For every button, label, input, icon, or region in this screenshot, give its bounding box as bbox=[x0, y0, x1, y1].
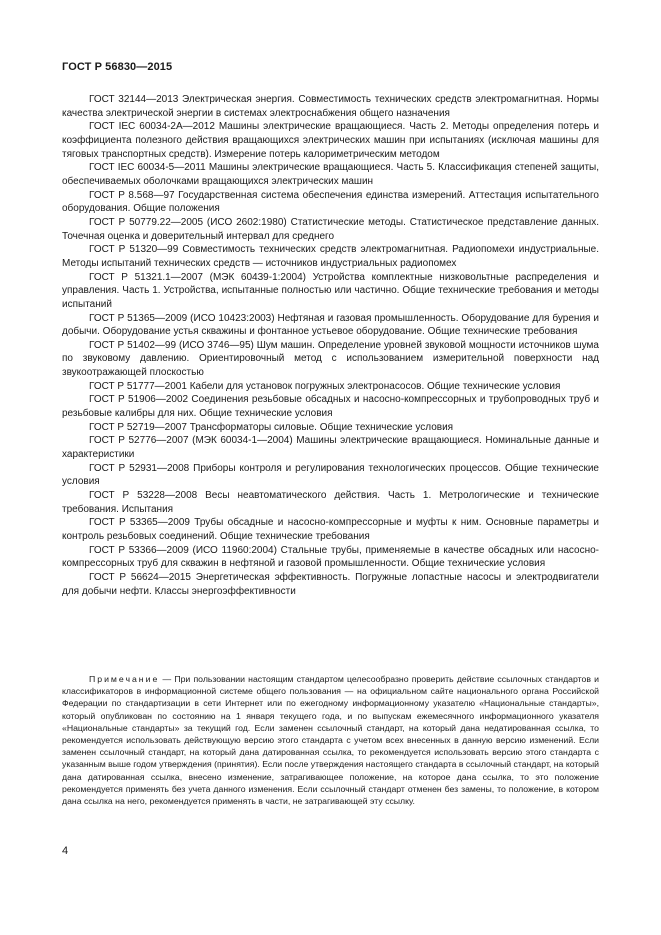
note-paragraph bbox=[62, 673, 599, 807]
note-label: Примечание bbox=[89, 674, 160, 684]
reference-item: ГОСТ Р 51321.1—2007 (МЭК 60439-1:2004) Устройства комплектные низковольтные распределения и управления. Часть 1. Устройства, испытанные полностью или частично. Общие технические требования и методы испытаний bbox=[62, 271, 599, 310]
reference-item: ГОСТ IEC 60034-5—2011 Машины электрические вращающиеся. Часть 5. Классификация степеней защиты, обеспечиваемых оболочками вращающихся электрических машин bbox=[62, 162, 599, 187]
reference-item: ГОСТ Р 50779.22—2005 (ИСО 2602:1980) Статистические методы. Статистическое представление данных. Точечная оценка и доверительный интервал для среднего bbox=[62, 216, 599, 242]
reference-item: ГОСТ Р 52719—2007 Трансформаторы силовые. Общие технические условия bbox=[89, 421, 454, 433]
reference-item: ГОСТ Р 52931—2008 Приборы контроля и регулирования технологических процессов. Общие технические условия bbox=[62, 462, 599, 488]
reference-item: ГОСТ Р 53365—2009 Трубы обсадные и насосно-компрессорные и муфты к ним. Основные параметры и контроль резьбовых соединений. Общие технические требования bbox=[62, 517, 599, 542]
reference-item: ГОСТ Р 52776—2007 (МЭК 60034-1—2004) Машины электрические вращающиеся. Номинальные данные и характеристики bbox=[62, 435, 599, 461]
reference-item: ГОСТ Р 8.568—97 Государственная система обеспечения единства измерений. Аттестация испытательного оборудования. Общие положения bbox=[62, 189, 599, 215]
reference-item: ГОСТ Р 56624—2015 Энергетическая эффективность. Погружные лопастные насосы и электродвигатели для добычи нефти. Классы энергоэффективности bbox=[62, 571, 599, 597]
reference-item: ГОСТ Р 51777—2001 Кабели для установок погружных электронасосов. Общие технические условия bbox=[89, 380, 561, 392]
normative-references bbox=[62, 93, 599, 598]
reference-item: ГОСТ Р 53366—2009 (ИСО 11960:2004) Стальные трубы, применяемые в качестве обсадных или насосно-компрессорных труб для скважин в нефтяной и газовой промышленности. Общие технические условия bbox=[62, 544, 599, 570]
reference-item: ГОСТ Р 51320—99 Совместимость технических средств электромагнитная. Радиопомехи индустриальные. Методы испытаний технических средств — источников индустриальных радиопомех bbox=[62, 244, 599, 269]
reference-item: ГОСТ 32144—2013 Электрическая энергия. Совместимость технических средств электромагнитная. Нормы качества электрической энергии в системах электроснабжения общего назначения bbox=[62, 94, 599, 119]
note-block bbox=[62, 673, 599, 807]
reference-item: ГОСТ Р 53228—2008 Весы неавтоматического действия. Часть 1. Метрологические и технические требования. Испытания bbox=[62, 490, 599, 515]
page-number: 4 bbox=[62, 845, 69, 857]
reference-item: ГОСТ IEC 60034-2А—2012 Машины электрические вращающиеся. Часть 2. Методы определения потерь и коэффициента полезного действия вращающихся электрических машин при испытаниях (исключая машины для тяговых транспортных средств). Измерение потерь калориметрическим методом bbox=[62, 121, 599, 160]
reference-item: ГОСТ Р 51402—99 (ИСО 3746—95) Шум машин. Определение уровней звуковой мощности источников шума по звуковому давлению. Ориентировочный метод с использованием измерительной поверхности над звукоотражающей плоскостью bbox=[62, 339, 599, 379]
reference-item: ГОСТ Р 51365—2009 (ИСО 10423:2003) Нефтяная и газовая промышленность. Оборудование для бурения и добычи. Оборудование устья скважины и фонтанное устьевое оборудование. Общие технические требования bbox=[62, 312, 599, 338]
document-header: ГОСТ Р 56830—2015 bbox=[62, 61, 173, 73]
note-text: При пользовании настоящим стандартом целесообразно проверить действие ссылочных стандартов и классификаторов в информационной системе общего пользования — на официальном сайте национального органа Российской Федерации по стандартизации в сети Интернет или по ежегодному информационному указателю «Национальные стандарты», который опубликован по состоянию на 1 января текущего года, и по выпускам ежемесячного информационного указателя «Национальные стандарты» за текущий год. Если заменен ссылочный стандарт, на который дана недатированная ссылка, то рекомендуется использовать действующую версию этого стандарта с учетом всех внесенных в данную версию изменений. Если заменен ссылочный стандарт, на который дана датированная ссылка, то рекомендуется использовать версию этого стандарта с указанным выше годом утверждения (принятия). Если после утверждения настоящего стандарта в ссылочный стандарт, на который дана датированная ссылка, внесено изменение, затрагивающее положение, на которое дана ссылка, то это положение рекомендуется применять без учета данного изменения. Если ссылочный стандарт отменен без замены, то положение, в котором дана ссылка на него, рекомендуется применять в части, не затрагивающей эту ссылку. bbox=[62, 674, 599, 807]
note-dash: — bbox=[159, 674, 175, 684]
reference-item: ГОСТ Р 51906—2002 Соединения резьбовые обсадных и насосно-компрессорных и трубопроводных труб и резьбовые калибры для них. Общие технические условия bbox=[62, 394, 599, 420]
